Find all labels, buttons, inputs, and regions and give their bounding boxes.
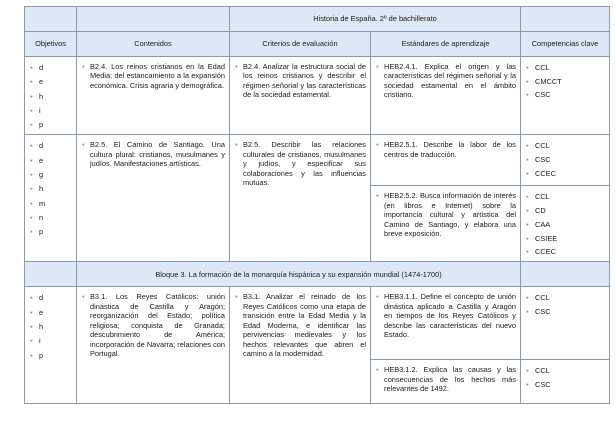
estandar-cell	[371, 360, 521, 404]
header-criterios: Criterios de evaluación	[230, 32, 371, 57]
objetivos-list	[25, 57, 76, 134]
bullet-icon: ▪	[526, 63, 529, 72]
bullet-icon: ▪	[235, 292, 238, 302]
list-item	[30, 92, 76, 106]
criterio-cell	[230, 287, 371, 404]
list-item	[526, 155, 609, 169]
block-title: Bloque 3. La formación de la monarquía hispánica y su expansión mundial (1474-1700)	[77, 262, 521, 287]
bullet-icon: ▪	[30, 77, 33, 87]
list-item-text: CCL	[535, 366, 550, 376]
list-item-text: CSC	[535, 90, 551, 100]
list-item-text: d	[39, 293, 44, 303]
curriculum-table-wrapper	[24, 6, 609, 400]
list-item	[526, 206, 609, 220]
estandar-cell	[371, 186, 521, 262]
list-item-text: d	[39, 63, 44, 72]
bullet-icon: ▪	[376, 292, 379, 302]
objetivos-cell	[25, 287, 77, 404]
list-item	[30, 336, 76, 350]
bullet-icon: ▪	[526, 233, 529, 243]
bullet-icon: ▪	[376, 140, 379, 150]
bullet-icon: ▪	[30, 198, 33, 208]
list-item-text: CCL	[535, 141, 550, 151]
bullet-icon: ▪	[526, 90, 529, 100]
competencias-cell	[521, 135, 610, 186]
bullet-icon: ▪	[30, 184, 33, 194]
bullet-icon: ▪	[30, 227, 33, 237]
estandar-text: HEB3.1.2. Explica las causas y las consecuencias de los hechos más relevantes de 1492.	[384, 365, 516, 394]
list-item-text: p	[39, 350, 44, 360]
list-item-text: CSC	[535, 380, 551, 390]
list-item-text: i	[39, 105, 41, 115]
bullet-icon: ▪	[30, 105, 33, 115]
bullet-icon: ▪	[30, 120, 33, 130]
header-estandares: Estándares de aprendizaje	[371, 32, 521, 57]
criterio-text: B2.5. Describir las relaciones culturales de cristianos, musulmanes y judíos, y especificar sus colaboraciones y las influencias mutuas.	[243, 140, 366, 188]
criterio-text: B3.1. Analizar el reinado de los Reyes Católicos como una etapa de transición entre la Edad Media y la Edad Moderna, e identificar las pervivencias medievales y los hechos relevantes que abren el camino a la modernidad.	[243, 292, 366, 358]
competencias-cell	[521, 57, 610, 135]
competencias-list	[521, 360, 609, 393]
list-item	[30, 322, 76, 336]
list-item	[30, 141, 76, 155]
bullet-icon: ▪	[526, 141, 529, 151]
estandar-text: HEB2.5.2. Busca información de interés (en libros e Internet) sobre la importancia cultural y artística del Camino de Santiago, y elabora una breve exposición.	[384, 191, 516, 239]
competencias-list	[521, 186, 609, 260]
bullet-icon: ▪	[526, 192, 529, 202]
list-item-text: m	[39, 198, 46, 208]
list-item-text: CCEC	[535, 168, 556, 178]
list-item	[526, 141, 609, 155]
list-item	[526, 192, 609, 206]
table-title: Historia de España. 2º de bachillerato	[230, 7, 521, 32]
competencias-cell	[521, 186, 610, 262]
bullet-icon: ▪	[30, 212, 33, 222]
list-item-text: g	[39, 170, 44, 180]
list-item-text: CSC	[535, 307, 551, 317]
list-item-text: i	[39, 336, 41, 346]
list-item	[30, 106, 76, 120]
objetivos-cell	[25, 57, 77, 135]
bullet-icon: ▪	[30, 91, 33, 101]
estandar-text: HEB2.5.1. Describe la labor de los centros de traducción.	[384, 140, 516, 159]
header-objetivos: Objetivos	[25, 32, 77, 57]
list-item	[30, 170, 76, 184]
list-item-text: CSIEE	[535, 233, 558, 243]
bullet-icon: ▪	[526, 293, 529, 303]
list-item	[30, 351, 76, 365]
table-row	[25, 287, 610, 360]
list-item-text: n	[39, 212, 44, 222]
list-item	[30, 293, 76, 307]
list-item-text: h	[39, 322, 44, 332]
competencias-cell	[521, 287, 610, 360]
list-item-text: e	[39, 307, 44, 317]
bullet-icon: ▪	[82, 140, 85, 150]
criterio-cell	[230, 135, 371, 262]
list-item	[526, 307, 609, 321]
bullet-icon: ▪	[30, 322, 33, 332]
bullet-icon: ▪	[30, 350, 33, 360]
list-item-text: CD	[535, 206, 546, 216]
contenido-text: B3.1. Los Reyes Católicos: unión dinástica de Castilla y Aragón; reorganización del Estado; política religiosa; conquista de Granada; descubrimiento de América; incorporación de Navarra; relaciones con Portugal.	[90, 292, 225, 358]
contenido-text: B2.5. El Camino de Santiago. Una cultura plural: cristianos, musulmanes y judíos. Manifestaciones artísticas.	[90, 140, 225, 169]
bullet-icon: ▪	[235, 140, 238, 150]
bullet-icon: ▪	[235, 62, 238, 71]
estandar-text: HEB3.1.1. Define el concepto de unión dinástica aplicado a Castilla y Aragón en tiempos de los Reyes Católicos y describe las características del nuevo Estado.	[384, 292, 516, 340]
criterio-cell	[230, 57, 371, 135]
header-contenidos: Contenidos	[77, 32, 230, 57]
estandar-cell	[371, 135, 521, 186]
objetivos-cell	[25, 135, 77, 262]
list-item	[30, 308, 76, 322]
list-item	[526, 366, 609, 380]
list-item	[526, 169, 609, 183]
contenido-cell	[77, 135, 230, 262]
list-item-text: CCL	[535, 293, 550, 303]
list-item	[526, 90, 609, 104]
estandar-cell	[371, 287, 521, 360]
criterio-text: B2.4. Analizar la estructura social de los reinos cristianos y describir el régimen señorial y las características de la sociedad estamental.	[243, 62, 366, 100]
list-item	[30, 199, 76, 213]
bullet-icon: ▪	[376, 191, 379, 201]
estandar-cell	[371, 57, 521, 135]
bullet-icon: ▪	[30, 170, 33, 180]
objetivos-list	[25, 135, 76, 241]
competencias-list	[521, 287, 609, 320]
bullet-icon: ▪	[526, 219, 529, 229]
list-item-text: h	[39, 184, 44, 194]
list-item	[526, 77, 609, 91]
table-row	[25, 57, 610, 135]
list-item	[526, 247, 609, 261]
list-item	[526, 380, 609, 394]
list-item	[30, 77, 76, 91]
curriculum-table	[24, 6, 610, 404]
contenido-cell	[77, 287, 230, 404]
header-competencias: Competencias clave	[521, 32, 610, 57]
list-item	[30, 184, 76, 198]
list-item	[30, 227, 76, 241]
bullet-icon: ▪	[526, 168, 529, 178]
list-item-text: CCEC	[535, 247, 556, 257]
bullet-icon: ▪	[526, 380, 529, 390]
bullet-icon: ▪	[30, 336, 33, 346]
list-item-text: p	[39, 227, 44, 237]
objetivos-list	[25, 287, 76, 364]
bullet-icon: ▪	[526, 247, 529, 257]
bullet-icon: ▪	[376, 365, 379, 375]
list-item	[30, 120, 76, 134]
list-item-text: h	[39, 91, 44, 101]
bullet-icon: ▪	[526, 76, 529, 86]
bullet-icon: ▪	[30, 293, 33, 303]
contenido-text: B2.4. Los reinos cristianos en la Edad Media: del estancamiento a la expansión económica. Crisis agraria y demográfica.	[90, 62, 225, 90]
list-item-text: d	[39, 141, 44, 151]
bullet-icon: ▪	[82, 62, 85, 71]
list-item-text: CMCCT	[535, 76, 562, 86]
list-item	[526, 220, 609, 234]
bullet-icon: ▪	[82, 292, 85, 302]
bullet-icon: ▪	[30, 63, 33, 72]
bullet-icon: ▪	[526, 155, 529, 165]
list-item-text: CAA	[535, 219, 551, 229]
list-item	[30, 213, 76, 227]
list-item	[526, 234, 609, 248]
list-item-text: e	[39, 77, 44, 87]
bullet-icon: ▪	[30, 307, 33, 317]
table-row	[25, 135, 610, 186]
bullet-icon: ▪	[376, 62, 379, 71]
bullet-icon: ▪	[526, 206, 529, 216]
competencias-cell	[521, 360, 610, 404]
list-item	[30, 63, 76, 77]
contenido-cell	[77, 57, 230, 135]
list-item-text: CCL	[535, 63, 550, 72]
list-item-text: CCL	[535, 192, 550, 202]
competencias-list	[521, 135, 609, 182]
list-item-text: p	[39, 120, 44, 130]
list-item	[30, 156, 76, 170]
bullet-icon: ▪	[30, 141, 33, 151]
competencias-list	[521, 57, 609, 104]
bullet-icon: ▪	[526, 307, 529, 317]
list-item-text: e	[39, 155, 44, 165]
list-item	[526, 293, 609, 307]
bullet-icon: ▪	[526, 366, 529, 376]
list-item-text: CSC	[535, 155, 551, 165]
list-item	[526, 63, 609, 77]
estandar-text: HEB2.4.1. Explica el origen y las características del régimen señorial y la sociedad estamental en el ámbito cristiano.	[384, 62, 516, 100]
bullet-icon: ▪	[30, 155, 33, 165]
